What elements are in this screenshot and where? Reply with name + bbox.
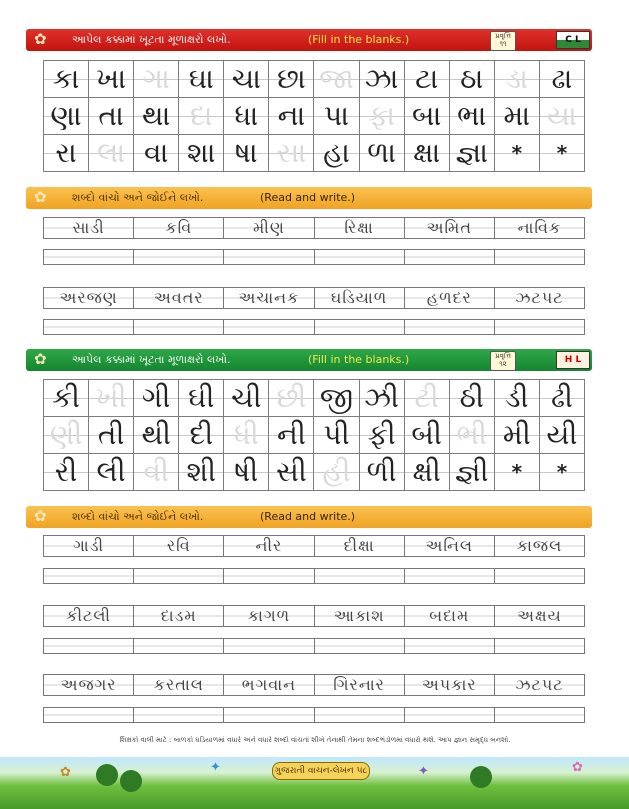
word-cell: અનિલ (405, 535, 495, 557)
write-cell[interactable] (134, 638, 224, 654)
word-cell: અપકાર (405, 674, 495, 696)
section2-title: શબ્દો વાંચો અને જોઈને લખો. (72, 191, 204, 204)
level-badge: H L (556, 351, 590, 369)
word-cell: દાડમ (134, 605, 224, 627)
write-cell[interactable] (43, 319, 134, 335)
writing-line[interactable] (43, 249, 585, 265)
mascot-icon: ✿ (34, 188, 47, 206)
blank-letter-cell[interactable]: વી (134, 454, 179, 491)
write-cell[interactable] (43, 638, 134, 654)
grid-row (44, 380, 585, 417)
star-cell: * (539, 135, 584, 172)
mascot-icon: ✿ (34, 350, 47, 368)
letter-cell: ષા (224, 135, 269, 172)
write-cell[interactable] (405, 638, 495, 654)
letter-cell: જ્ઞા (449, 135, 494, 172)
letter-cell: ઠા (449, 61, 494, 98)
blank-letter-cell[interactable]: દા (179, 98, 224, 135)
section1-subtitle: (Fill in the blanks.) (308, 33, 410, 46)
section4-banner (26, 506, 592, 528)
tree-icon (470, 766, 492, 788)
letter-cell: ધા (224, 98, 269, 135)
word-cell: રવિ (134, 535, 224, 557)
write-cell[interactable] (315, 707, 405, 723)
letter-cell: જી (314, 380, 359, 417)
grid-row (44, 98, 585, 135)
letter-cell: યી (539, 417, 584, 454)
letter-cell: ક્ષી (404, 454, 449, 491)
letter-cell: કી (44, 380, 89, 417)
write-cell[interactable] (134, 319, 224, 335)
section1-banner (26, 29, 592, 51)
blank-letter-cell[interactable]: ધી (224, 417, 269, 454)
grid-row (44, 135, 585, 172)
letter-cell: ચી (224, 380, 269, 417)
write-cell[interactable] (405, 249, 495, 265)
word-cell: કરતાલ (134, 674, 224, 696)
write-cell[interactable] (224, 638, 314, 654)
tree-icon (120, 770, 142, 792)
letter-cell: ઠી (449, 380, 494, 417)
blank-letter-cell[interactable]: ટી (404, 380, 449, 417)
blank-letter-cell[interactable]: ગા (134, 61, 179, 98)
level-badge: C L (556, 31, 590, 49)
word-line (43, 674, 585, 696)
word-cell: અક્ષય (495, 605, 585, 627)
letter-cell: ઢી (539, 380, 584, 417)
write-cell[interactable] (224, 568, 314, 584)
letter-cell: ઘા (179, 61, 224, 98)
word-cell: અરજણ (43, 287, 134, 309)
star-cell: * (494, 454, 539, 491)
writing-line[interactable] (43, 319, 585, 335)
blank-letter-cell[interactable]: ડા (494, 61, 539, 98)
blank-letter-cell[interactable]: યા (539, 98, 584, 135)
word-cell: દીક્ષા (315, 535, 405, 557)
letter-cell: દી (179, 417, 224, 454)
word-cell: ભગવાન (224, 674, 314, 696)
write-cell[interactable] (315, 249, 405, 265)
mascot-icon: ✿ (34, 30, 47, 48)
word-cell: અચાનક (224, 287, 314, 309)
write-cell[interactable] (495, 249, 585, 265)
word-cell: અજગર (43, 674, 134, 696)
bird-icon: ✦ (418, 764, 429, 779)
letter-cell: ક્ષા (404, 135, 449, 172)
word-cell: ગિરનાર (315, 674, 405, 696)
write-cell[interactable] (134, 707, 224, 723)
write-cell[interactable] (224, 249, 314, 265)
word-cell: નાવિક (495, 217, 585, 239)
blank-letter-cell[interactable]: ખી (89, 380, 134, 417)
section3-title: આપેલ કક્કામાં ખૂટતા મૂળાક્ષરો લખો. (72, 353, 231, 366)
letter-cell: શી (179, 454, 224, 491)
letter-cell: હા (314, 135, 359, 172)
section4-subtitle: (Read and write.) (260, 510, 356, 523)
letter-cell: પી (314, 417, 359, 454)
section2-subtitle: (Read and write.) (260, 191, 356, 204)
letter-cell: રા (44, 135, 89, 172)
section3-banner (26, 349, 592, 371)
word-line (43, 535, 585, 557)
write-cell[interactable] (495, 638, 585, 654)
letter-cell: શા (179, 135, 224, 172)
write-cell[interactable] (224, 319, 314, 335)
word-cell: ગાડી (43, 535, 134, 557)
letter-cell: બી (404, 417, 449, 454)
mascot-icon: ✿ (60, 765, 71, 780)
write-cell[interactable] (315, 568, 405, 584)
write-cell[interactable] (43, 568, 134, 584)
letter-cell: ષી (224, 454, 269, 491)
letter-cell: વા (134, 135, 179, 172)
write-cell[interactable] (405, 568, 495, 584)
blank-letter-cell[interactable]: સા (269, 135, 314, 172)
letter-cell: ભા (449, 98, 494, 135)
letter-cell: જ્ઞી (449, 454, 494, 491)
write-cell[interactable] (315, 638, 405, 654)
word-line (43, 605, 585, 627)
letter-cell: થા (134, 98, 179, 135)
word-cell: ઘડિયાળ (315, 287, 405, 309)
letter-cell: કા (44, 61, 89, 98)
word-cell: આકાશ (315, 605, 405, 627)
letter-cell: મી (494, 417, 539, 454)
word-cell: અવતર (134, 287, 224, 309)
flower-icon: ✿ (572, 760, 583, 775)
letter-cell: તા (89, 98, 134, 135)
word-cell: નીર (224, 535, 314, 557)
write-cell[interactable] (495, 707, 585, 723)
letter-cell: મા (494, 98, 539, 135)
letter-cell: સી (269, 454, 314, 491)
letter-cell: પા (314, 98, 359, 135)
word-cell: સાડી (43, 217, 134, 239)
write-cell[interactable] (495, 568, 585, 584)
blank-letter-cell[interactable]: ફા (359, 98, 404, 135)
letter-cell: ળી (359, 454, 404, 491)
letter-cell: તી (89, 417, 134, 454)
word-cell: કીટલી (43, 605, 134, 627)
page-number-label: ગુજરાતી વાચન-લેખન ૫૮ (272, 762, 370, 780)
letter-cell: ઢા (539, 61, 584, 98)
letter-cell: ટા (404, 61, 449, 98)
word-cell: બદામ (405, 605, 495, 627)
letter-cell: ઝી (359, 380, 404, 417)
letter-cell: થી (134, 417, 179, 454)
word-cell: કાગળ (224, 605, 314, 627)
letter-cell: ડી (494, 380, 539, 417)
word-cell: ઝટપટ (495, 287, 585, 309)
writing-line[interactable] (43, 638, 585, 654)
tree-icon (96, 764, 118, 786)
letter-cell: ખા (89, 61, 134, 98)
letter-cell: છા (269, 61, 314, 98)
word-line (43, 287, 585, 309)
activity-tag: પ્રવૃત્તિ ૧૧ (490, 31, 516, 51)
blank-letter-cell[interactable]: છી (269, 380, 314, 417)
word-cell: મીણ (224, 217, 314, 239)
letter-cell: ણા (44, 98, 89, 135)
blank-letter-cell[interactable]: જા (314, 61, 359, 98)
grid-row (44, 417, 585, 454)
word-cell: ઝટપટ (495, 674, 585, 696)
word-cell: અમિત (405, 217, 495, 239)
write-cell[interactable] (495, 319, 585, 335)
star-cell: * (494, 135, 539, 172)
write-cell[interactable] (405, 319, 495, 335)
word-cell: રિક્ષા (315, 217, 405, 239)
section3-subtitle: (Fill in the blanks.) (308, 353, 410, 366)
letter-cell: બા (404, 98, 449, 135)
write-cell[interactable] (134, 249, 224, 265)
star-cell: * (539, 454, 584, 491)
letter-cell: રી (44, 454, 89, 491)
activity-tag: પ્રવૃત્તિ ૧૨ (490, 351, 516, 371)
alphabet-grid-2 (43, 379, 585, 491)
word-line (43, 217, 585, 239)
write-cell[interactable] (43, 249, 134, 265)
blank-letter-cell[interactable]: હી (314, 454, 359, 491)
word-cell: કવિ (134, 217, 224, 239)
write-cell[interactable] (134, 568, 224, 584)
writing-line[interactable] (43, 568, 585, 584)
write-cell[interactable] (405, 707, 495, 723)
grid-row (44, 61, 585, 98)
alphabet-grid-1 (43, 60, 585, 172)
blank-letter-cell[interactable]: ભી (449, 417, 494, 454)
word-cell: હળદર (405, 287, 495, 309)
blank-letter-cell[interactable]: લા (89, 135, 134, 172)
letter-cell: ઝા (359, 61, 404, 98)
section1-title: આપેલ કક્કામાં ખૂટતા મૂળાક્ષરો લખો. (72, 33, 231, 46)
blank-letter-cell[interactable]: ણી (44, 417, 89, 454)
grid-row (44, 454, 585, 491)
letter-cell: ના (269, 98, 314, 135)
letter-cell: ચા (224, 61, 269, 98)
letter-cell: ગી (134, 380, 179, 417)
write-cell[interactable] (224, 707, 314, 723)
mascot-icon: ✿ (34, 507, 47, 525)
letter-cell: ફી (359, 417, 404, 454)
section2-banner (26, 187, 592, 209)
teacher-note: શિક્ષકો વાલી માટે : બાળકો ઘડિયાળમાં વધારે અને વધારે શબ્દો વાંચતાં શીખે તેનાથી તેમના શબ્દભંડોળમાં વધારો થશે. આપ જ્ઞાન સમૃદ્ધ બનશો. (119, 736, 511, 744)
letter-cell: ની (269, 417, 314, 454)
bird-icon: ✦ (210, 760, 221, 775)
writing-line[interactable] (43, 707, 585, 723)
section4-title: શબ્દો વાંચો અને જોઈને લખો. (72, 510, 204, 523)
write-cell[interactable] (43, 707, 134, 723)
write-cell[interactable] (315, 319, 405, 335)
letter-cell: લી (89, 454, 134, 491)
word-cell: કાજલ (495, 535, 585, 557)
letter-cell: ળા (359, 135, 404, 172)
letter-cell: ઘી (179, 380, 224, 417)
